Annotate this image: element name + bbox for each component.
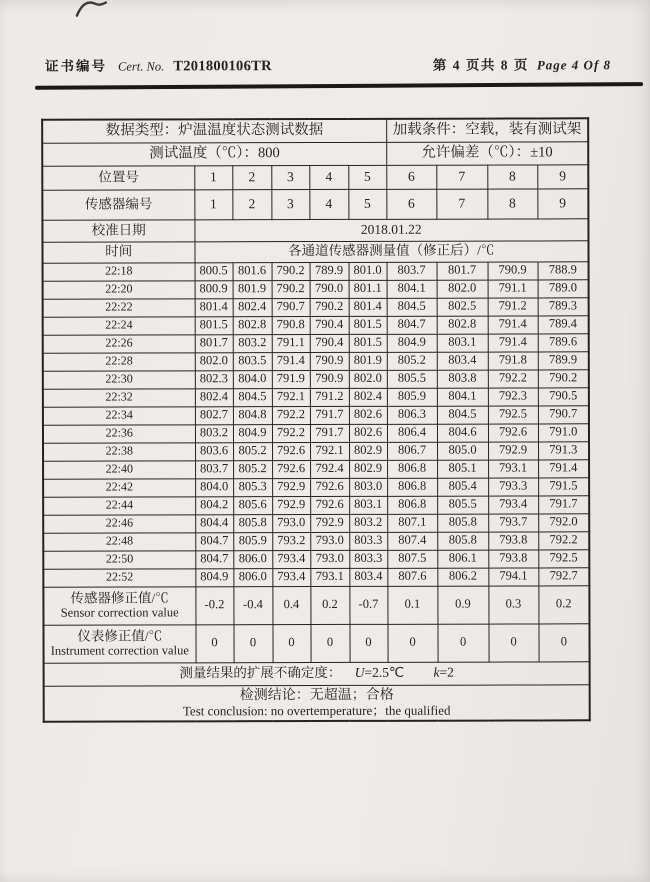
value-cell: 791.9 [272, 370, 310, 388]
uncertainty-row [44, 661, 590, 685]
value-cell: 792.9 [272, 496, 310, 514]
value-cell: 806.2 [437, 568, 488, 586]
value-cell: 804.7 [195, 550, 233, 568]
sensor-correction-cell: -0.2 [195, 586, 233, 624]
value-cell: 802.7 [195, 406, 233, 424]
value-cell: 806.8 [387, 496, 437, 514]
sensor-correction-cell: 0.9 [437, 586, 488, 624]
value-cell: 804.9 [387, 334, 437, 352]
value-cell: 805.3 [233, 478, 272, 496]
value-cell: 791.4 [538, 459, 589, 477]
value-cell: 792.1 [310, 442, 349, 460]
value-cell: 803.4 [437, 352, 488, 370]
value-cell: 790.7 [538, 405, 589, 423]
position-row [42, 164, 588, 189]
value-cell: 805.4 [437, 478, 488, 496]
sensor-number-cell: 1 [194, 189, 232, 219]
channel-header-row [42, 240, 588, 262]
value-cell: 800.5 [195, 262, 233, 280]
measurement-row [43, 441, 589, 460]
measurement-row [43, 513, 589, 532]
value-cell: 792.2 [488, 369, 538, 387]
position-cell: 2 [232, 165, 271, 189]
value-cell: 804.0 [195, 478, 233, 496]
value-cell: 804.1 [437, 388, 488, 406]
value-cell: 803.7 [387, 262, 437, 280]
page-number-line [433, 53, 611, 74]
measurement-row [43, 369, 589, 388]
value-cell: 801.1 [349, 280, 387, 298]
value-cell: 791.5 [538, 477, 589, 495]
sensor-correction-cell: -0.4 [233, 586, 272, 624]
value-cell: 804.4 [195, 514, 233, 532]
value-cell: 805.2 [387, 352, 437, 370]
measurement-row [43, 315, 589, 334]
sensor-correction-cell: 0.2 [538, 585, 589, 623]
value-cell: 792.6 [310, 478, 349, 496]
value-cell: 806.0 [233, 550, 272, 568]
position-cell: 8 [487, 164, 537, 188]
value-cell: 791.7 [538, 495, 589, 513]
sensor-number-cell: 9 [537, 188, 588, 218]
time-cell: 22:52 [43, 568, 195, 586]
value-cell: 803.3 [349, 532, 387, 550]
value-cell: 802.5 [437, 298, 488, 316]
time-cell: 22:36 [43, 424, 195, 442]
time-label: 时间 [42, 241, 194, 262]
position-cell: 1 [194, 165, 232, 189]
value-cell: 791.4 [272, 352, 310, 370]
value-cell: 805.5 [387, 370, 437, 388]
value-cell: 792.6 [488, 423, 538, 441]
value-cell: 803.0 [349, 478, 387, 496]
value-cell: 807.1 [387, 514, 437, 532]
value-cell: 801.9 [349, 352, 387, 370]
value-cell: 806.8 [387, 478, 437, 496]
uncertainty-cell [44, 661, 590, 685]
sensor-correction-cell: 0.2 [310, 586, 349, 624]
value-cell: 802.8 [437, 316, 488, 334]
value-cell: 790.7 [272, 298, 310, 316]
measurement-row [43, 279, 589, 298]
value-cell: 803.6 [195, 442, 233, 460]
time-cell: 22:44 [43, 496, 195, 514]
document-header [45, 53, 611, 75]
sensor-correction-cell: 0.3 [488, 585, 538, 623]
value-cell: 805.8 [437, 532, 488, 550]
value-cell: 807.4 [387, 532, 437, 550]
value-cell: 802.4 [233, 298, 272, 316]
cert-label-zh: 证书编号 [44, 58, 108, 74]
value-cell: 790.4 [310, 334, 349, 352]
instrument-correction-label-en: Instrument correction value [50, 642, 189, 658]
value-cell: 804.9 [195, 568, 233, 586]
time-cell: 22:42 [43, 478, 195, 496]
value-cell: 791.0 [538, 423, 589, 441]
value-cell: 801.7 [195, 334, 233, 352]
calibration-date-value: 2018.01.22 [194, 218, 588, 241]
value-cell: 792.0 [538, 513, 589, 531]
value-cell: 806.0 [233, 568, 272, 586]
test-data-table [41, 117, 591, 722]
value-cell: 793.8 [488, 549, 538, 567]
value-cell: 793.0 [310, 550, 349, 568]
value-cell: 801.5 [349, 334, 387, 352]
value-cell: 790.0 [310, 280, 349, 298]
value-cell: 792.9 [272, 478, 310, 496]
channel-header-cell: 各通道传感器测量值（修正后）/℃ [194, 240, 588, 262]
value-cell: 790.2 [272, 280, 310, 298]
sensor-correction-cell: 0.4 [272, 586, 310, 624]
value-cell: 793.4 [272, 568, 310, 586]
value-cell: 793.7 [488, 513, 538, 531]
measurement-row [43, 297, 589, 316]
sensor-number-row [42, 188, 588, 219]
value-cell: 801.4 [195, 298, 233, 316]
time-cell: 22:46 [43, 514, 195, 532]
value-cell: 805.9 [233, 532, 272, 550]
value-cell: 792.1 [272, 388, 310, 406]
value-cell: 792.3 [488, 387, 538, 405]
page-info-zh: 第 4 页共 8 页 [432, 57, 529, 73]
data-type-row [42, 118, 588, 142]
value-cell: 792.5 [488, 405, 538, 423]
instrument-correction-cell: 0 [489, 623, 539, 661]
value-cell: 802.4 [195, 388, 233, 406]
value-cell: 789.3 [538, 297, 589, 315]
value-cell: 790.2 [272, 262, 310, 280]
sensor-number-cell: 2 [232, 189, 271, 219]
value-cell: 805.5 [437, 496, 488, 514]
position-cell: 4 [309, 165, 348, 189]
value-cell: 802.3 [195, 370, 233, 388]
value-cell: 789.0 [538, 279, 589, 297]
value-cell: 807.6 [387, 568, 437, 586]
position-cell: 7 [436, 165, 487, 189]
value-cell: 793.4 [272, 550, 310, 568]
test-temperature-row [42, 141, 588, 165]
measurement-row [43, 567, 589, 586]
value-cell: 802.9 [349, 442, 387, 460]
value-cell: 793.1 [488, 459, 538, 477]
value-cell: 791.3 [538, 441, 589, 459]
measurement-row [43, 459, 589, 478]
page-info-en: Page 4 Of 8 [536, 57, 612, 73]
time-cell: 22:28 [43, 352, 195, 370]
measurement-row [43, 351, 589, 370]
instrument-correction-cell: 0 [195, 624, 233, 662]
measurement-row [43, 531, 589, 550]
position-cell: 9 [537, 164, 588, 188]
value-cell: 806.3 [387, 406, 437, 424]
value-cell: 805.6 [233, 496, 272, 514]
value-cell: 791.4 [488, 333, 538, 351]
sensor-number-cell: 3 [271, 189, 309, 219]
sensor-correction-label-zh: 传感器修正值/℃ [70, 590, 169, 606]
value-cell: 793.1 [310, 568, 349, 586]
value-cell: 803.8 [437, 370, 488, 388]
sensor-correction-row [43, 585, 589, 624]
sensor-number-cell: 5 [348, 189, 386, 219]
measurement-row [43, 549, 589, 568]
value-cell: 802.4 [349, 388, 387, 406]
value-cell: 789.4 [538, 315, 589, 333]
value-cell: 801.0 [349, 262, 387, 280]
value-cell: 792.2 [538, 531, 589, 549]
sensor-number-cell: 8 [487, 188, 537, 218]
value-cell: 804.8 [233, 406, 272, 424]
value-cell: 803.1 [349, 496, 387, 514]
time-cell: 22:22 [43, 298, 195, 316]
uncertainty-k-value: =2 [439, 664, 454, 680]
header-divider-rule [35, 82, 643, 89]
value-cell: 793.8 [488, 531, 538, 549]
sensor-number-cell: 7 [436, 189, 487, 219]
sensor-correction-cell: -0.7 [349, 586, 387, 624]
value-cell: 800.9 [195, 280, 233, 298]
value-cell: 802.0 [195, 352, 233, 370]
value-cell: 803.2 [349, 514, 387, 532]
value-cell: 804.7 [387, 316, 437, 334]
conclusion-en: Test conclusion: no overtemperature；the qualified [182, 702, 451, 719]
value-cell: 802.6 [349, 424, 387, 442]
uncertainty-k-symbol: k [433, 664, 440, 680]
value-cell: 789.9 [310, 262, 349, 280]
value-cell: 792.6 [272, 442, 310, 460]
value-cell: 805.8 [437, 514, 488, 532]
value-cell: 793.0 [272, 514, 310, 532]
data-type-cell: 数据类型：炉温温度状态测试数据 [42, 119, 386, 143]
time-cell: 22:38 [43, 442, 195, 460]
value-cell: 804.5 [387, 298, 437, 316]
value-cell: 789.9 [538, 351, 589, 369]
value-cell: 794.1 [488, 567, 538, 585]
instrument-correction-label [43, 624, 195, 662]
uncertainty-prefix: 测量结果的扩展不确定度： [179, 665, 342, 681]
value-cell: 805.9 [387, 388, 437, 406]
value-cell: 793.3 [488, 477, 538, 495]
time-cell: 22:18 [43, 262, 195, 280]
instrument-correction-cell: 0 [310, 624, 349, 662]
allowed-deviation-cell: 允许偏差（℃）：±10 [386, 141, 588, 165]
value-cell: 793.0 [310, 532, 349, 550]
measurement-row [43, 333, 589, 352]
value-cell: 806.1 [437, 550, 488, 568]
sensor-correction-label-en: Sensor correction value [60, 604, 179, 620]
value-cell: 792.9 [488, 441, 538, 459]
calibration-date-row [42, 218, 588, 241]
value-cell: 792.2 [272, 406, 310, 424]
value-cell: 791.4 [488, 315, 538, 333]
value-cell: 789.6 [538, 333, 589, 351]
instrument-correction-cell: 0 [438, 624, 489, 662]
sensor-correction-cell: 0.1 [387, 586, 437, 624]
value-cell: 791.2 [488, 297, 538, 315]
certificate-number-line [45, 54, 272, 76]
measurement-row [43, 405, 589, 424]
value-cell: 792.7 [538, 567, 589, 585]
measurement-row [43, 495, 589, 514]
value-cell: 790.8 [272, 316, 310, 334]
measurement-row [43, 387, 589, 406]
value-cell: 790.9 [488, 261, 538, 279]
value-cell: 790.2 [538, 369, 589, 387]
conclusion-zh: 检测结论：无超温；合格 [239, 688, 394, 704]
value-cell: 792.5 [538, 549, 589, 567]
value-cell: 801.6 [233, 262, 272, 280]
value-cell: 804.7 [195, 532, 233, 550]
value-cell: 791.8 [488, 351, 538, 369]
value-cell: 801.4 [349, 298, 387, 316]
value-cell: 804.9 [233, 424, 272, 442]
value-cell: 802.9 [349, 460, 387, 478]
value-cell: 802.8 [233, 316, 272, 334]
instrument-correction-label-zh: 仪表修正值/℃ [77, 628, 163, 644]
position-cell: 6 [386, 165, 436, 189]
value-cell: 792.4 [310, 460, 349, 478]
instrument-correction-cell: 0 [539, 623, 590, 661]
value-cell: 805.1 [437, 460, 488, 478]
conclusion-row [44, 684, 590, 721]
value-cell: 801.5 [349, 316, 387, 334]
value-cell: 793.4 [488, 495, 538, 513]
value-cell: 792.6 [310, 496, 349, 514]
time-cell: 22:26 [43, 334, 195, 352]
time-cell: 22:30 [43, 370, 195, 388]
time-cell: 22:34 [43, 406, 195, 424]
time-cell: 22:32 [43, 388, 195, 406]
value-cell: 790.2 [310, 298, 349, 316]
value-cell: 790.4 [310, 316, 349, 334]
value-cell: 807.5 [387, 550, 437, 568]
value-cell: 801.9 [233, 280, 272, 298]
sensor-number-label: 传感器编号 [42, 189, 194, 219]
value-cell: 806.7 [387, 442, 437, 460]
value-cell: 803.2 [233, 334, 272, 352]
time-cell: 22:20 [43, 280, 195, 298]
value-cell: 803.5 [233, 352, 272, 370]
value-cell: 805.2 [233, 442, 272, 460]
value-cell: 792.2 [272, 424, 310, 442]
value-cell: 806.4 [387, 424, 437, 442]
measurement-row [43, 423, 589, 442]
value-cell: 791.7 [310, 424, 349, 442]
value-cell: 804.2 [195, 496, 233, 514]
conclusion-cell [44, 684, 590, 721]
value-cell: 801.5 [195, 316, 233, 334]
value-cell: 790.9 [310, 370, 349, 388]
cert-label-en: Cert. No. [118, 59, 165, 74]
value-cell: 792.9 [310, 514, 349, 532]
time-cell: 22:50 [43, 550, 195, 568]
value-cell: 791.1 [272, 334, 310, 352]
value-cell: 793.2 [272, 532, 310, 550]
sensor-number-cell: 6 [386, 189, 436, 219]
measurement-row [43, 477, 589, 496]
test-temperature-cell: 测试温度（℃）：800 [42, 142, 386, 166]
value-cell: 803.2 [195, 424, 233, 442]
value-cell: 803.1 [437, 334, 488, 352]
position-cell: 5 [348, 165, 386, 189]
value-cell: 804.0 [233, 370, 272, 388]
position-label: 位置号 [42, 165, 194, 189]
value-cell: 806.8 [387, 460, 437, 478]
sensor-number-cell: 4 [309, 189, 348, 219]
value-cell: 790.9 [310, 352, 349, 370]
time-cell: 22:24 [43, 316, 195, 334]
value-cell: 804.1 [387, 280, 437, 298]
value-cell: 804.5 [233, 388, 272, 406]
value-cell: 790.5 [538, 387, 589, 405]
value-cell: 805.2 [233, 460, 272, 478]
time-cell: 22:40 [43, 460, 195, 478]
cert-number: T201800106TR [173, 58, 272, 75]
value-cell: 803.7 [195, 460, 233, 478]
value-cell: 802.6 [349, 406, 387, 424]
instrument-correction-cell: 0 [388, 624, 438, 662]
value-cell: 805.8 [233, 514, 272, 532]
instrument-correction-row [43, 623, 589, 662]
instrument-correction-cell: 0 [272, 624, 310, 662]
value-cell: 791.7 [310, 406, 349, 424]
value-cell: 804.5 [437, 406, 488, 424]
instrument-correction-cell: 0 [349, 624, 387, 662]
value-cell: 803.3 [349, 550, 387, 568]
value-cell: 805.0 [437, 442, 488, 460]
value-cell: 801.7 [437, 262, 488, 280]
value-cell: 802.0 [349, 370, 387, 388]
load-condition-cell: 加载条件：空载，装有测试架 [386, 118, 588, 142]
value-cell: 788.9 [538, 261, 589, 279]
sensor-correction-label [43, 586, 195, 624]
position-cell: 3 [271, 165, 309, 189]
value-cell: 791.1 [488, 279, 538, 297]
calibration-date-label: 校准日期 [42, 219, 194, 241]
value-cell: 792.6 [272, 460, 310, 478]
value-cell: 802.0 [437, 280, 488, 298]
measurement-row [43, 261, 589, 280]
uncertainty-u-value: =2.5℃ [364, 664, 405, 680]
handwritten-mark [71, 0, 113, 23]
uncertainty-u-symbol: U [354, 664, 365, 681]
value-cell: 803.4 [349, 568, 387, 586]
instrument-correction-cell: 0 [233, 624, 272, 662]
time-cell: 22:48 [43, 532, 195, 550]
value-cell: 791.2 [310, 388, 349, 406]
value-cell: 804.6 [437, 424, 488, 442]
